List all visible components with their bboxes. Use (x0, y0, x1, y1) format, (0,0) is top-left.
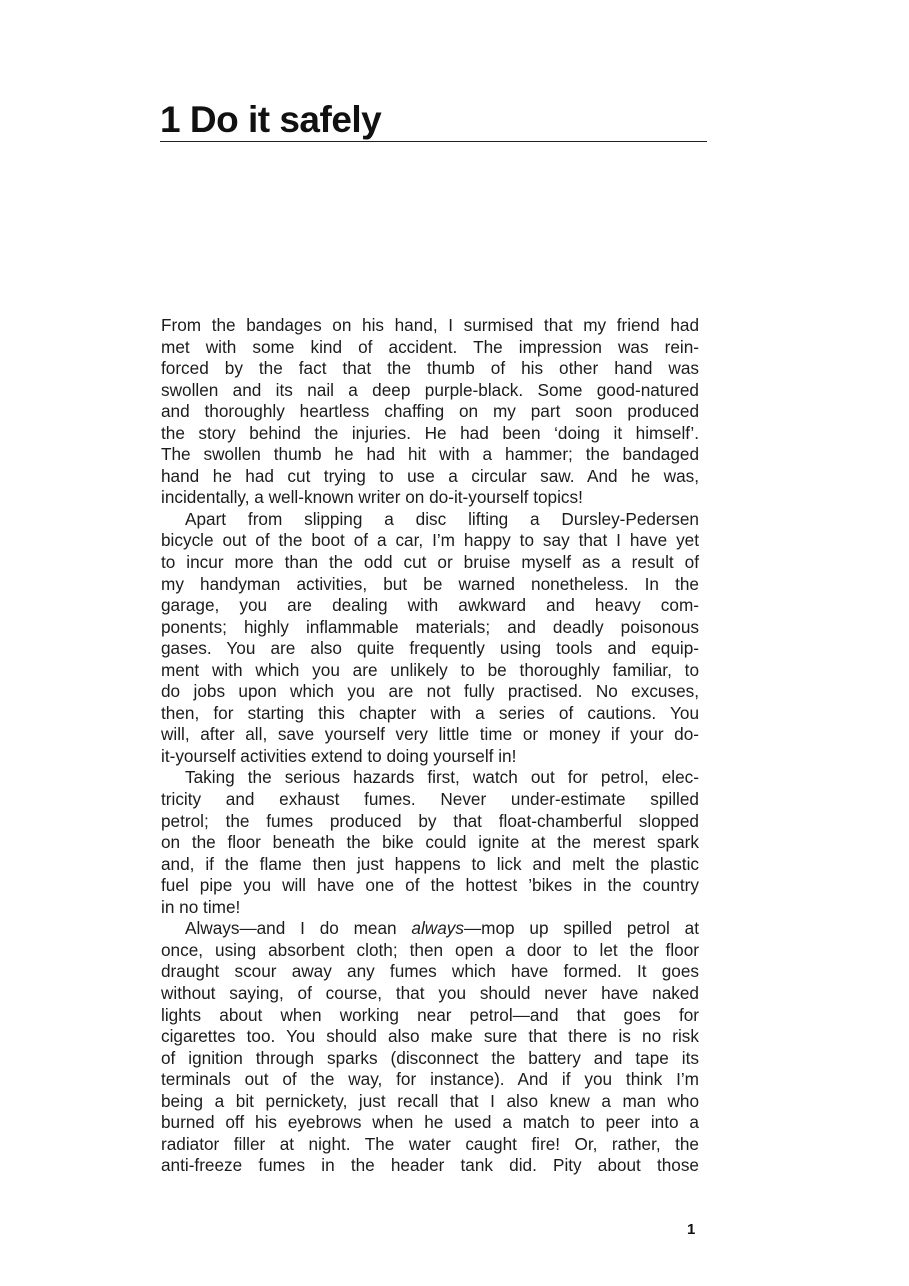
text-line: gases. You are also quite frequently using tools and equip- (161, 638, 699, 659)
text-line: without saying, of course, that you should never have naked (161, 982, 699, 1003)
text-line: forced by the fact that the thumb of his other hand was (161, 358, 699, 379)
text-line: anti-freeze fumes in the header tank did. Pity about those (161, 1155, 699, 1176)
text-line: Apart from slipping a disc lifting a Dursley-Pedersen (185, 508, 699, 529)
heading-underline-rule (160, 141, 707, 142)
text-line: hand he had cut trying to use a circular saw. And he was, (161, 465, 699, 486)
text-line: radiator filler at night. The water caught fire! Or, rather, the (161, 1133, 699, 1154)
text-line: lights about when working near petrol—and that goes for (161, 1004, 699, 1025)
text-line: From the bandages on his hand, I surmised that my friend had (161, 315, 699, 335)
text-line: and thoroughly heartless chaffing on my part soon produced (161, 401, 699, 422)
text-line: cigarettes too. You should also make sure that there is no risk (161, 1026, 699, 1047)
text-run: Always—and I do mean (185, 918, 412, 939)
paragraph-1 (161, 315, 699, 509)
paragraph-4 (161, 918, 699, 1177)
text-line: petrol; the fumes produced by that float-chamberful slopped (161, 810, 699, 831)
chapter-heading: 1 Do it safely (160, 99, 382, 140)
body-text (161, 315, 699, 1177)
text-line: will, after all, save yourself very little time or money if your do- (161, 724, 699, 745)
text-line: The swollen thumb he had hit with a hammer; the bandaged (161, 444, 699, 465)
text-line: terminals out of the way, for instance). And if you think I’m (161, 1069, 699, 1090)
paragraph-2 (161, 509, 699, 768)
text-line: draught scour away any fumes which have formed. It goes (161, 961, 699, 982)
text-line: in no time! (161, 896, 241, 917)
text-line: once, using absorbent cloth; then open a door to let the floor (161, 939, 699, 960)
italic-emphasis: always (411, 918, 464, 939)
text-line: the story behind the injuries. He had been ‘doing it himself’. (161, 422, 699, 443)
paragraph-3 (161, 767, 699, 918)
text-line: bicycle out of the boot of a car, I’m happy to say that I have yet (161, 530, 699, 551)
text-line: incidentally, a well-known writer on do-it-yourself topics! (161, 487, 583, 508)
text-line: it-yourself activities extend to doing yourself in! (161, 745, 517, 766)
text-line: ment with which you are unlikely to be thoroughly familiar, to (161, 659, 699, 680)
text-line: on the floor beneath the bike could ignite at the merest spark (161, 832, 699, 853)
text-line: being a bit pernickety, just recall that I also knew a man who (161, 1090, 699, 1111)
text-line: tricity and exhaust fumes. Never under-estimate spilled (161, 789, 699, 810)
text-line (161, 918, 699, 940)
text-line: garage, you are dealing with awkward and heavy com- (161, 595, 699, 616)
text-run: —mop up spilled petrol at (463, 918, 699, 939)
text-line: and, if the flame then just happens to lick and melt the plastic (161, 853, 699, 874)
text-line: Taking the serious hazards first, watch out for petrol, elec- (185, 767, 699, 788)
text-line: to incur more than the odd cut or bruise myself as a result of (161, 552, 699, 573)
text-line: met with some kind of accident. The impression was rein- (161, 336, 699, 357)
text-line: swollen and its nail a deep purple-black. Some good-natured (161, 379, 699, 400)
text-line: do jobs upon which you are not fully practised. No excuses, (161, 681, 699, 702)
text-line: then, for starting this chapter with a series of cautions. You (161, 702, 699, 723)
text-line: burned off his eyebrows when he used a match to peer into a (161, 1112, 699, 1133)
text-line: ponents; highly inflammable materials; and deadly poisonous (161, 616, 699, 637)
page-number: 1 (687, 1221, 696, 1238)
text-line: fuel pipe you will have one of the hottest ’bikes in the country (161, 875, 699, 896)
text-line: my handyman activities, but be warned nonetheless. In the (161, 573, 699, 594)
text-line: of ignition through sparks (disconnect the battery and tape its (161, 1047, 699, 1068)
